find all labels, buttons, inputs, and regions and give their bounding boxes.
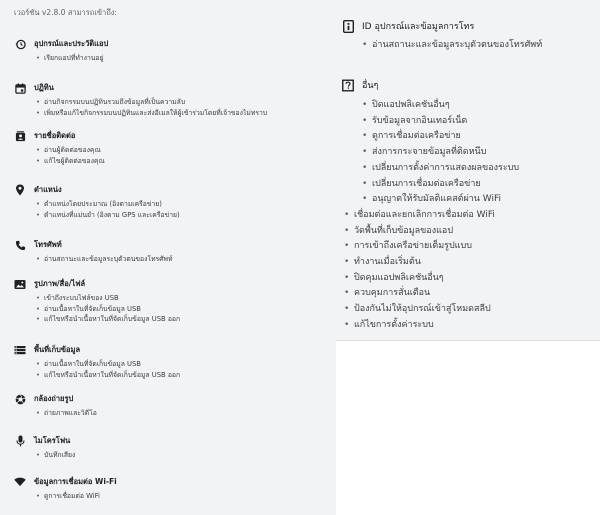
permissions-panel-right (336, 0, 600, 340)
list-item: • อ่านเนื้อหาในที่จัดเก็บข้อมูล USB (44, 304, 330, 315)
section-title: ไมโครโฟน (34, 436, 71, 445)
list-item: • เพิ่มหรือแก้ไขกิจกรรมบนปฏิทินและส่งอีเมลให้ผู้เข้าร่วมโดยที่เจ้าของไม่ทราบ (44, 108, 330, 119)
version-text: เวอร์ชัน v2.8.0 สามารถเข้าถึง: (14, 8, 117, 17)
list-item: • เรียกแอปที่ทำงานอยู่ (44, 53, 330, 64)
list-item: • ป้องกันไม่ให้อุปกรณ์เข้าสู่โหมดสลีป (336, 302, 592, 318)
list-item: • ดูการเชื่อมต่อ WiFi (44, 491, 330, 502)
camera-icon (14, 393, 26, 405)
id-card-icon (342, 20, 354, 33)
list-item: • การเข้าถึงเครือข่ายเต็มรูปแบบ (336, 239, 592, 255)
list-item: • ส่งการกระจายข้อมูลที่ติดหนึบ (342, 145, 592, 161)
section-title: โทรศัพท์ (34, 240, 62, 249)
list-item: • อ่านสถานะและข้อมูลระบุตัวตนของโทรศัพท์ (342, 38, 592, 54)
section-title: รูปภาพ/สื่อ/ไฟล์ (34, 279, 86, 288)
list-item: • ตำแหน่งที่แม่นยำ (อิงตาม GPS และเครือข่าย) (44, 210, 330, 221)
section-title: ID อุปกรณ์และข้อมูลการโทร (362, 22, 475, 32)
section-calendar (14, 81, 330, 118)
section-other (342, 77, 592, 334)
section-app-history (14, 37, 330, 64)
list-item: • เชื่อมต่อและยกเลิกการเชื่อมต่อ WiFi (336, 208, 592, 224)
list-item: • อ่านสถานะและข้อมูลระบุตัวตนของโทรศัพท์ (44, 254, 330, 265)
list-item: • เปลี่ยนการเชื่อมต่อเครือข่าย (342, 177, 592, 193)
section-microphone (14, 434, 330, 461)
list-item: • เปลี่ยนการตั้งค่าการแสดงผลของระบบ (342, 161, 592, 177)
section-title: รายชื่อติดต่อ (34, 131, 76, 140)
list-item: • อ่านกิจกรรมบนปฏิทินรวมถึงข้อมูลที่เป็นความลับ (44, 97, 330, 108)
storage-icon (14, 344, 26, 356)
section-contacts (14, 129, 330, 166)
list-item: • ดูการเชื่อมต่อเครือข่าย (342, 129, 592, 145)
section-title: อุปกรณ์และประวัติแอป (34, 39, 109, 48)
location-pin-icon (14, 184, 26, 196)
list-item: • ถ่ายภาพและวิดีโอ (44, 408, 330, 419)
list-item: • อนุญาตให้รับมัลติแคสต์ผ่าน WiFi (342, 192, 592, 208)
history-icon (14, 38, 26, 50)
section-phone (14, 238, 330, 265)
section-title: กล้องถ่ายรูป (34, 394, 74, 403)
section-title: พื้นที่เก็บข้อมูล (34, 345, 81, 354)
section-storage (14, 343, 330, 380)
section-photos-media-files (14, 277, 330, 325)
list-item: • ตำแหน่งโดยประมาณ (อิงตามเครือข่าย) (44, 199, 330, 210)
list-item: • อ่านผู้ติดต่อของคุณ (44, 145, 330, 156)
section-title: ข้อมูลการเชื่อมต่อ Wi-Fi (34, 477, 117, 486)
microphone-icon (14, 435, 26, 447)
section-wifi-info (14, 475, 330, 502)
list-item: • ปิดแอปพลิเคชันอื่นๆ (342, 98, 592, 114)
list-item: • แก้ไขผู้ติดต่อของคุณ (44, 156, 330, 167)
divider (336, 340, 600, 341)
photos-icon (14, 278, 26, 290)
section-device-id-call-info (342, 18, 592, 54)
list-item: • แก้ไขหรือนำเนื้อหาในที่จัดเก็บข้อมูล USB ออก (44, 370, 330, 381)
list-item: • ควบคุมการสั่นเตือน (336, 286, 592, 302)
section-camera (14, 392, 330, 419)
list-item: • แก้ไขหรือนำเนื้อหาในที่จัดเก็บข้อมูล USB ออก (44, 314, 330, 325)
list-item: • วัดพื้นที่เก็บข้อมูลของแอป (336, 224, 592, 240)
help-box-icon (342, 79, 354, 92)
list-item: • ทำงานเมื่อเริ่มต้น (336, 255, 592, 271)
list-item: • บันทึกเสียง (44, 450, 330, 461)
calendar-icon (14, 82, 26, 94)
contacts-icon (14, 130, 26, 142)
list-item: • แก้ไขการตั้งค่าระบบ (336, 318, 592, 334)
wifi-icon (14, 476, 26, 488)
section-location (14, 183, 330, 220)
list-item: • อ่านเนื้อหาในที่จัดเก็บข้อมูล USB (44, 359, 330, 370)
list-item: • ปิดคุมแอปพลิเคชันอื่นๆ (336, 271, 592, 287)
section-title: ตำแหน่ง (34, 185, 62, 194)
list-item: • รับข้อมูลจากอินเทอร์เน็ต (342, 114, 592, 130)
section-title: อื่นๆ (362, 81, 379, 91)
list-item: • เข้าถึงระบบไฟล์ของ USB (44, 293, 330, 304)
section-title: ปฏิทิน (34, 83, 54, 92)
phone-icon (14, 239, 26, 251)
